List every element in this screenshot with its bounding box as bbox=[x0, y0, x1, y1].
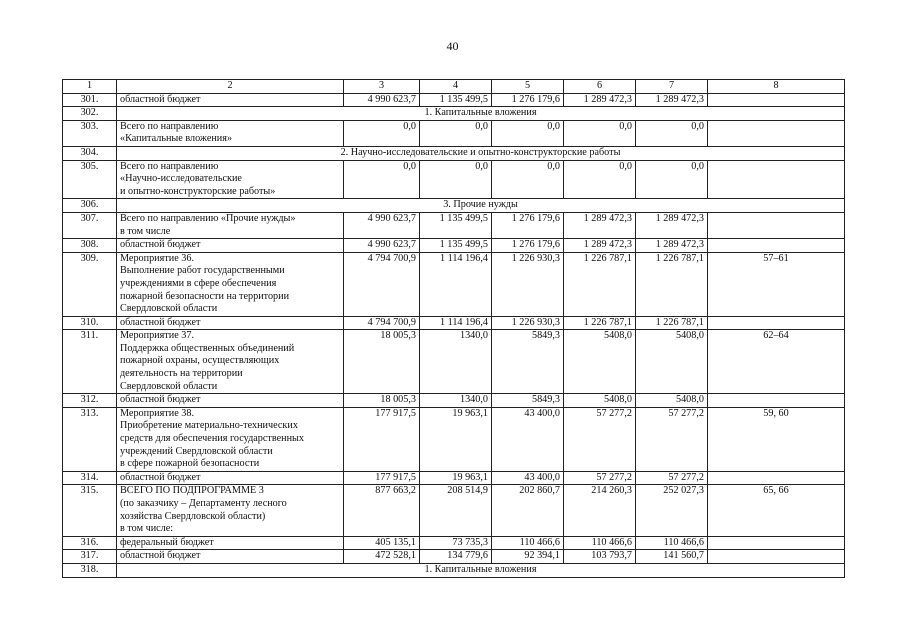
row-name: Всего по направлению «Научно-исследовательские и опытно-конструкторские работы» bbox=[117, 160, 344, 199]
amount-cell: 0,0 bbox=[564, 120, 636, 146]
amount-cell: 1 289 472,3 bbox=[564, 93, 636, 107]
indicator-numbers bbox=[708, 120, 845, 146]
amount-cell: 214 260,3 bbox=[564, 485, 636, 536]
amount-cell: 1 114 196,4 bbox=[420, 252, 492, 316]
indicator-numbers bbox=[708, 93, 845, 107]
amount-cell: 4 794 700,9 bbox=[344, 252, 420, 316]
amount-cell: 1 276 179,6 bbox=[492, 93, 564, 107]
amount-cell: 1 289 472,3 bbox=[636, 239, 708, 253]
row-name: Всего по направлению «Прочие нужды» в том числе bbox=[117, 212, 344, 238]
row-number: 310. bbox=[63, 316, 117, 330]
header-cell: 6 bbox=[564, 80, 636, 94]
row-name: областной бюджет bbox=[117, 239, 344, 253]
section-row bbox=[63, 563, 845, 577]
amount-cell: 92 394,1 bbox=[492, 550, 564, 564]
amount-cell: 1 226 787,1 bbox=[564, 252, 636, 316]
amount-cell: 43 400,0 bbox=[492, 471, 564, 485]
table-row bbox=[63, 93, 845, 107]
row-name: областной бюджет bbox=[117, 93, 344, 107]
amount-cell: 73 735,3 bbox=[420, 536, 492, 550]
amount-cell: 103 793,7 bbox=[564, 550, 636, 564]
amount-cell: 1 276 179,6 bbox=[492, 239, 564, 253]
table-row bbox=[63, 394, 845, 408]
row-number: 305. bbox=[63, 160, 117, 199]
section-row bbox=[63, 146, 845, 160]
amount-cell: 18 005,3 bbox=[344, 394, 420, 408]
amount-cell: 57 277,2 bbox=[636, 471, 708, 485]
row-number: 317. bbox=[63, 550, 117, 564]
amount-cell: 1 135 499,5 bbox=[420, 93, 492, 107]
amount-cell: 1 226 787,1 bbox=[564, 316, 636, 330]
amount-cell: 19 963,1 bbox=[420, 471, 492, 485]
row-name: областной бюджет bbox=[117, 471, 344, 485]
table-row bbox=[63, 160, 845, 199]
amount-cell: 0,0 bbox=[492, 160, 564, 199]
amount-cell: 177 917,5 bbox=[344, 471, 420, 485]
amount-cell: 1 289 472,3 bbox=[564, 239, 636, 253]
row-name: Мероприятие 37. Поддержка общественных объединений пожарной охраны, осуществляющих деятельность на территории Свердловской области bbox=[117, 330, 344, 394]
table-row bbox=[63, 407, 845, 471]
row-number: 315. bbox=[63, 485, 117, 536]
amount-cell: 1 289 472,3 bbox=[636, 93, 708, 107]
amount-cell: 5849,3 bbox=[492, 330, 564, 394]
amount-cell: 208 514,9 bbox=[420, 485, 492, 536]
amount-cell: 1 289 472,3 bbox=[564, 212, 636, 238]
row-number: 306. bbox=[63, 199, 117, 213]
row-number: 312. bbox=[63, 394, 117, 408]
indicator-numbers bbox=[708, 316, 845, 330]
indicator-numbers bbox=[708, 212, 845, 238]
budget-table bbox=[62, 79, 845, 578]
header-row bbox=[63, 80, 845, 94]
section-title: 1. Капитальные вложения bbox=[117, 563, 845, 577]
amount-cell: 0,0 bbox=[636, 160, 708, 199]
amount-cell: 19 963,1 bbox=[420, 407, 492, 471]
amount-cell: 57 277,2 bbox=[564, 471, 636, 485]
row-number: 304. bbox=[63, 146, 117, 160]
section-title: 1. Капитальные вложения bbox=[117, 107, 845, 121]
amount-cell: 0,0 bbox=[636, 120, 708, 146]
amount-cell: 5408,0 bbox=[564, 330, 636, 394]
indicator-numbers bbox=[708, 394, 845, 408]
indicator-numbers bbox=[708, 160, 845, 199]
table-row bbox=[63, 330, 845, 394]
amount-cell: 57 277,2 bbox=[564, 407, 636, 471]
row-number: 308. bbox=[63, 239, 117, 253]
row-number: 301. bbox=[63, 93, 117, 107]
table-row bbox=[63, 550, 845, 564]
amount-cell: 57 277,2 bbox=[636, 407, 708, 471]
amount-cell: 5408,0 bbox=[564, 394, 636, 408]
amount-cell: 0,0 bbox=[420, 120, 492, 146]
table-row bbox=[63, 485, 845, 536]
amount-cell: 472 528,1 bbox=[344, 550, 420, 564]
amount-cell: 1340,0 bbox=[420, 330, 492, 394]
row-number: 309. bbox=[63, 252, 117, 316]
row-number: 313. bbox=[63, 407, 117, 471]
amount-cell: 177 917,5 bbox=[344, 407, 420, 471]
amount-cell: 1340,0 bbox=[420, 394, 492, 408]
table-row bbox=[63, 536, 845, 550]
amount-cell: 252 027,3 bbox=[636, 485, 708, 536]
budget-table-body bbox=[63, 80, 845, 578]
amount-cell: 4 990 623,7 bbox=[344, 93, 420, 107]
row-name: Мероприятие 38. Приобретение материально-технических средств для обеспечения государственных учреждений Свердловской области в сфере пожарной безопасности bbox=[117, 407, 344, 471]
amount-cell: 43 400,0 bbox=[492, 407, 564, 471]
indicator-numbers bbox=[708, 471, 845, 485]
table-row bbox=[63, 239, 845, 253]
header-cell: 5 bbox=[492, 80, 564, 94]
row-number: 303. bbox=[63, 120, 117, 146]
amount-cell: 4 990 623,7 bbox=[344, 212, 420, 238]
amount-cell: 1 135 499,5 bbox=[420, 239, 492, 253]
table-row bbox=[63, 120, 845, 146]
row-name: ВСЕГО ПО ПОДПРОГРАММЕ 3 (по заказчику – Департаменту лесного хозяйства Свердловской области) в том числе: bbox=[117, 485, 344, 536]
row-name: федеральный бюджет bbox=[117, 536, 344, 550]
table-row bbox=[63, 212, 845, 238]
indicator-numbers bbox=[708, 550, 845, 564]
amount-cell: 5408,0 bbox=[636, 394, 708, 408]
amount-cell: 0,0 bbox=[344, 160, 420, 199]
amount-cell: 1 289 472,3 bbox=[636, 212, 708, 238]
amount-cell: 4 990 623,7 bbox=[344, 239, 420, 253]
row-name: областной бюджет bbox=[117, 550, 344, 564]
row-number: 311. bbox=[63, 330, 117, 394]
amount-cell: 110 466,6 bbox=[636, 536, 708, 550]
section-title: 2. Научно-исследовательские и опытно-конструкторские работы bbox=[117, 146, 845, 160]
amount-cell: 0,0 bbox=[344, 120, 420, 146]
row-number: 307. bbox=[63, 212, 117, 238]
amount-cell: 134 779,6 bbox=[420, 550, 492, 564]
header-cell: 1 bbox=[63, 80, 117, 94]
section-row bbox=[63, 107, 845, 121]
amount-cell: 5408,0 bbox=[636, 330, 708, 394]
section-row bbox=[63, 199, 845, 213]
indicator-numbers: 65, 66 bbox=[708, 485, 845, 536]
header-cell: 8 bbox=[708, 80, 845, 94]
amount-cell: 0,0 bbox=[420, 160, 492, 199]
indicator-numbers: 62–64 bbox=[708, 330, 845, 394]
table-row bbox=[63, 471, 845, 485]
row-number: 316. bbox=[63, 536, 117, 550]
row-name: областной бюджет bbox=[117, 394, 344, 408]
header-cell: 3 bbox=[344, 80, 420, 94]
amount-cell: 0,0 bbox=[492, 120, 564, 146]
indicator-numbers bbox=[708, 239, 845, 253]
amount-cell: 1 226 787,1 bbox=[636, 252, 708, 316]
row-name: Всего по направлению «Капитальные вложения» bbox=[117, 120, 344, 146]
section-title: 3. Прочие нужды bbox=[117, 199, 845, 213]
amount-cell: 1 114 196,4 bbox=[420, 316, 492, 330]
amount-cell: 5849,3 bbox=[492, 394, 564, 408]
amount-cell: 877 663,2 bbox=[344, 485, 420, 536]
amount-cell: 4 794 700,9 bbox=[344, 316, 420, 330]
header-cell: 2 bbox=[117, 80, 344, 94]
amount-cell: 1 226 787,1 bbox=[636, 316, 708, 330]
page-number: 40 bbox=[446, 39, 459, 53]
header-cell: 7 bbox=[636, 80, 708, 94]
amount-cell: 1 226 930,3 bbox=[492, 316, 564, 330]
indicator-numbers: 57–61 bbox=[708, 252, 845, 316]
amount-cell: 1 135 499,5 bbox=[420, 212, 492, 238]
row-name: Мероприятие 36. Выполнение работ государственными учреждениями в сфере обеспечения пожарной безопасности на территории Свердловской области bbox=[117, 252, 344, 316]
row-number: 318. bbox=[63, 563, 117, 577]
amount-cell: 0,0 bbox=[564, 160, 636, 199]
indicator-numbers: 59, 60 bbox=[708, 407, 845, 471]
amount-cell: 1 226 930,3 bbox=[492, 252, 564, 316]
row-name: областной бюджет bbox=[117, 316, 344, 330]
amount-cell: 141 560,7 bbox=[636, 550, 708, 564]
table-row bbox=[63, 316, 845, 330]
indicator-numbers bbox=[708, 536, 845, 550]
row-number: 302. bbox=[63, 107, 117, 121]
amount-cell: 110 466,6 bbox=[492, 536, 564, 550]
amount-cell: 405 135,1 bbox=[344, 536, 420, 550]
amount-cell: 202 860,7 bbox=[492, 485, 564, 536]
amount-cell: 18 005,3 bbox=[344, 330, 420, 394]
row-number: 314. bbox=[63, 471, 117, 485]
table-row bbox=[63, 252, 845, 316]
amount-cell: 110 466,6 bbox=[564, 536, 636, 550]
header-cell: 4 bbox=[420, 80, 492, 94]
amount-cell: 1 276 179,6 bbox=[492, 212, 564, 238]
